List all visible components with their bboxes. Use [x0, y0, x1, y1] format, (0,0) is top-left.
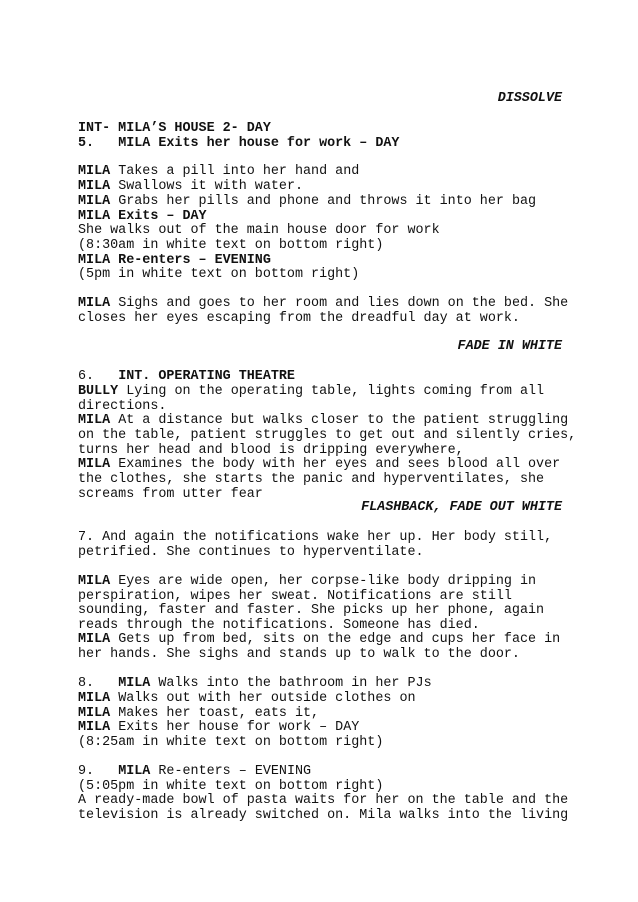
action-line	[78, 574, 536, 590]
action-text: Lying on the operating table, lights coming from all	[126, 384, 545, 399]
character-name: MILA	[78, 194, 111, 209]
action-line: A ready-made bowl of pasta waits for her on the table and the	[78, 793, 569, 808]
transition-dissolve: DISSOLVE	[497, 91, 562, 106]
scene-heading-text: MILA Exits her house for work – DAY	[118, 136, 400, 151]
action-text: At a distance but walks closer to the patient struggling	[118, 413, 569, 428]
character-name: MILA	[78, 296, 111, 311]
action-text: Takes a pill into her hand and	[118, 164, 360, 179]
action-text: Makes her toast, eats it,	[118, 706, 320, 721]
scene-heading: INT- MILA’S HOUSE 2- DAY	[78, 121, 271, 136]
action-line: petrified. She continues to hyperventilate.	[78, 545, 424, 560]
character-name: MILA	[78, 632, 111, 647]
action-line	[78, 764, 311, 780]
scene-number: 9.	[78, 764, 95, 779]
action-text: Gets up from bed, sits on the edge and cups her face in	[118, 632, 561, 647]
action-line: the clothes, she starts the panic and hyperventilates, she	[78, 472, 545, 487]
action-text: Sighs and goes to her room and lies down on the bed. She	[118, 296, 569, 311]
scene-number: 5.	[78, 136, 95, 151]
action-line	[78, 691, 416, 707]
action-line	[78, 194, 536, 210]
scene-heading	[78, 369, 295, 385]
action-text: Eyes are wide open, her corpse-like body dripping in	[118, 574, 537, 589]
character-name: MILA	[78, 691, 111, 706]
action-text: Grabs her pills and phone and throws it into her bag	[118, 194, 537, 209]
scene-number: 6.	[78, 369, 95, 384]
scene-heading-text: INT. OPERATING THEATRE	[118, 369, 295, 384]
action-line	[78, 164, 359, 180]
scene-heading	[78, 136, 399, 152]
action-line: (8:25am in white text on bottom right)	[78, 735, 384, 750]
character-name: MILA	[78, 457, 111, 472]
character-name: MILA	[118, 764, 151, 779]
action-line	[78, 720, 359, 736]
action-line: MILA Re-enters – EVENING	[78, 253, 271, 268]
action-line	[78, 296, 568, 312]
action-text: Walks into the bathroom in her PJs	[158, 676, 432, 691]
action-line: her hands. She sighs and stands up to walk to the door.	[78, 647, 520, 662]
action-line: television is already switched on. Mila walks into the living	[78, 808, 569, 823]
action-text: Examines the body with her eyes and sees blood all over	[118, 457, 561, 472]
action-line: closes her eyes escaping from the dreadful day at work.	[78, 311, 520, 326]
character-name: MILA	[78, 179, 111, 194]
action-text: Re-enters – EVENING	[158, 764, 312, 779]
character-name: MILA	[78, 164, 111, 179]
character-name: MILA	[78, 413, 111, 428]
character-name: MILA	[78, 706, 111, 721]
action-line: She walks out of the main house door for work	[78, 223, 440, 238]
action-line	[78, 179, 303, 195]
action-line	[78, 457, 560, 473]
transition-flashback: FLASHBACK, FADE OUT WHITE	[361, 500, 562, 515]
action-line: on the table, patient struggles to get out and silently cries,	[78, 428, 577, 443]
action-line: screams from utter fear	[78, 487, 263, 502]
action-line: perspiration, wipes her sweat. Notifications are still	[78, 589, 512, 604]
action-line	[78, 384, 544, 400]
action-line: 7. And again the notifications wake her up. Her body still,	[78, 530, 553, 545]
action-line: (5pm in white text on bottom right)	[78, 267, 360, 282]
action-text: Exits her house for work – DAY	[118, 720, 360, 735]
action-text: Swallows it with water.	[118, 179, 304, 194]
action-line: directions.	[78, 399, 167, 414]
action-line: sounding, faster and faster. She picks up her phone, again	[78, 603, 545, 618]
action-line	[78, 413, 568, 429]
action-line	[78, 632, 560, 648]
action-text: Walks out with her outside clothes on	[118, 691, 416, 706]
action-line: MILA Exits – DAY	[78, 209, 207, 224]
action-line: (5:05pm in white text on bottom right)	[78, 779, 384, 794]
transition-fade-in-white: FADE IN WHITE	[457, 339, 562, 354]
action-line	[78, 676, 432, 692]
character-name: MILA	[118, 676, 151, 691]
scene-number: 8.	[78, 676, 95, 691]
character-name: MILA	[78, 720, 111, 735]
action-line: (8:30am in white text on bottom right)	[78, 238, 384, 253]
character-name: BULLY	[78, 384, 119, 399]
action-line: reads through the notifications. Someone has died.	[78, 618, 480, 633]
character-name: MILA	[78, 574, 111, 589]
action-line: turns her head and blood is dripping everywhere,	[78, 443, 464, 458]
